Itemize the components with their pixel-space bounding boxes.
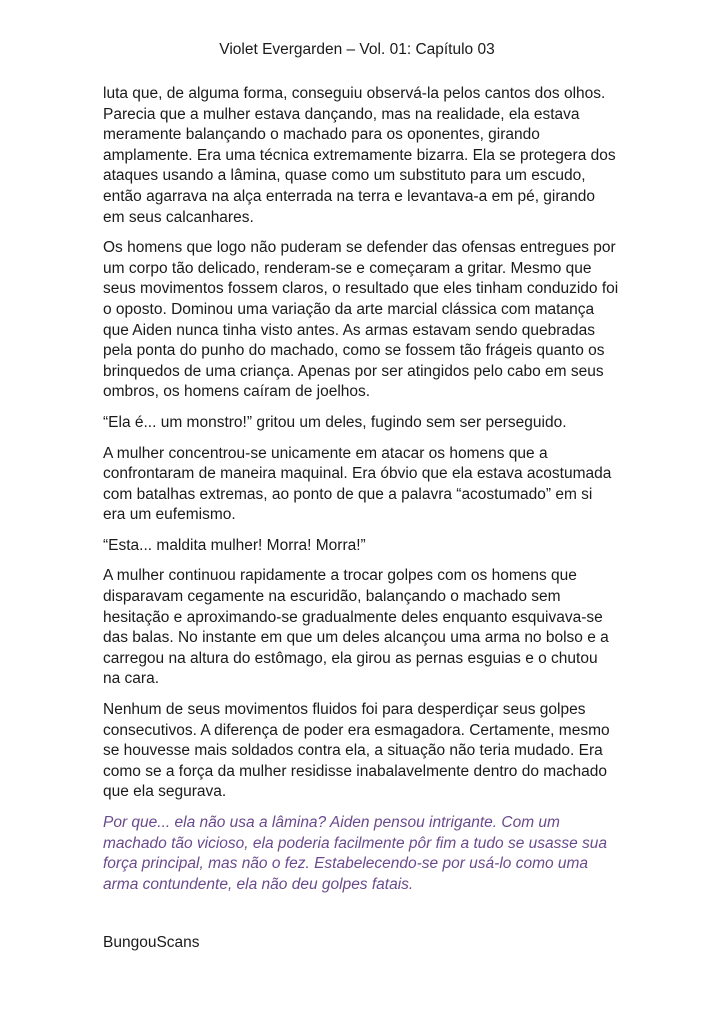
paragraph-3: “Ela é... um monstro!” gritou um deles, fugindo sem ser perseguido. — [103, 413, 567, 431]
paragraph-2: Os homens que logo não puderam se defender das ofensas entregues por um corpo tão delicado, renderam-se e começaram a gritar. Mesmo que seus movimentos fossem claros, o resultado que eles tinham conduzido foi o oposto. Dominou uma variação da arte marcial clássica com matança que Aiden nunca tinha visto antes. As armas estavam sendo quebradas pela ponta do punho do machado, como se fossem tão frágeis quanto os brinquedos de uma criança. Apenas por ser atingidos pelo cabo em seus ombros, os homens caíram de joelhos. — [103, 239, 619, 401]
paragraph-5: “Esta... maldita mulher! Morra! Morra!” — [103, 536, 366, 554]
paragraph-7: Nenhum de seus movimentos fluidos foi para desperdiçar seus golpes consecutivos. A diferença de poder era esmagadora. Certamente, mesmo se houvesse mais soldados contra ela, a situação não teria mudado. Era como se a força da mulher residisse inabalavelmente dentro do machado que ela segurava. — [103, 701, 610, 801]
page-header: Violet Evergarden – Vol. 01: Capítulo 03 — [219, 41, 495, 58]
paragraph-4: A mulher concentrou-se unicamente em atacar os homens que a confrontaram de maneira maquinal. Era óbvio que ela estava acostumada com batalhas extremas, ao ponto de que a palavra “acostumado” em si era um eufemismo. — [103, 444, 612, 524]
body-text — [103, 84, 619, 905]
page-footer-credit: BungouScans — [103, 934, 200, 951]
paragraph-6: A mulher continuou rapidamente a trocar golpes com os homens que disparavam cegamente na escuridão, balançando o machado sem hesitação e aproximando-se gradualmente deles enquanto esquivava-se das balas. No instante em que um deles alcançou uma arma no bolso e a carregou na altura do estômago, ela girou as pernas esguias e o chutou na cara. — [103, 567, 609, 688]
paragraph-8-italic-thought: Por que... ela não usa a lâmina? Aiden pensou intrigante. Com um machado tão vicioso, ela poderia facilmente pôr fim a tudo se usasse sua força principal, mas não o fez. Estabelecendo-se por usá-lo como uma arma contundente, ela não deu golpes fatais. — [103, 814, 608, 893]
paragraph-1: luta que, de alguma forma, conseguiu observá-la pelos cantos dos olhos. Parecia que a mulher estava dançando, mas na realidade, ela estava meramente balançando o machado para os oponentes, girando amplamente. Era uma técnica extremamente bizarra. Ela se protegera dos ataques usando a lâmina, quase como um substituto para um escudo, então agarrava na alça enterrada na terra e levantava-a em pé, girando em seus calcanhares. — [103, 85, 616, 226]
